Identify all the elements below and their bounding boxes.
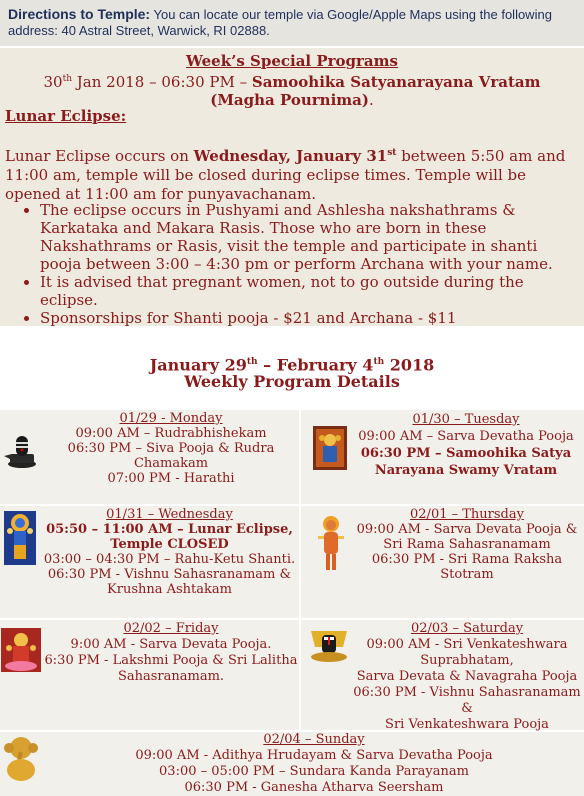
day-program-line: 6:30 PM - Lakshmi Pooja & Sri Lalitha Sahasranamam. xyxy=(44,653,298,684)
special-title: Week’s Special Programs xyxy=(186,52,398,70)
vishnu-icon xyxy=(4,511,36,565)
lunar-bullets xyxy=(0,201,570,327)
lunar-bullet: • Sponsorships for Shanti pooja - $21 and Archana - $11 xyxy=(40,309,570,327)
lunar-bullet: • The eclipse occurs in Pushyami and Ashlesha nakshathrams & Karkataka and Makara Rasis. Those who are born in these Nakshathrams or Rasis, visit the temple and participate in shanti pooja between 3:00 – 4:30 pm or perform Archana with your name. xyxy=(40,201,570,273)
day-program-line: 09:00 AM – Sarva Devatha Pooja xyxy=(358,429,574,444)
day-program-line: 09:00 AM - Sarva Devata Pooja & Sri Rama Sahasranamam xyxy=(356,522,578,552)
day-heading: 02/04 – Sunday xyxy=(263,732,365,747)
day-sunday xyxy=(44,732,584,796)
day-tuesday xyxy=(350,411,582,479)
day-program-line: 06:30 PM - Sri Rama Raksha Stotram xyxy=(371,552,563,582)
day-program-line: Sarva Devata & Navagraha Pooja xyxy=(356,669,578,684)
day-heading: 01/31 – Wednesday xyxy=(106,507,233,522)
day-program-line: 07:00 PM - Harathi xyxy=(107,471,235,486)
day-heading: 02/01 – Thursday xyxy=(410,507,524,522)
special-program: 30th Jan 2018 – 06:30 PM – Samoohika Satyanarayana Vratam (Magha Pournima). xyxy=(43,73,541,109)
day-program-line: 03:00 – 05:00 PM – Sundara Kanda Parayanam xyxy=(159,764,469,779)
hanuman-rama-icon xyxy=(314,514,348,572)
shiva-lingam-icon xyxy=(4,430,40,470)
lunar-bullet: • It is advised that pregnant women, not to go outside during the eclipse. xyxy=(40,273,570,309)
day-program-line: 06:30 PM - Vishnu Sahasranamam & xyxy=(353,685,581,716)
day-heading: 01/30 – Tuesday xyxy=(412,412,520,427)
day-program-line: 09:00 AM - Adithya Hrudayam & Sarva Devatha Pooja xyxy=(135,748,493,763)
day-program-line: 06:30 PM - Vishnu Sahasranamam & Krushna Ashtakam xyxy=(47,567,292,597)
weekly-title: January 29th – February 4th 2018 xyxy=(149,355,435,375)
day-heading: 02/03 – Saturday xyxy=(410,621,524,636)
day-wednesday xyxy=(40,507,299,597)
day-program-line: 05:50 – 11:00 AM – Lunar Eclipse, Temple CLOSED xyxy=(46,522,293,552)
day-friday xyxy=(44,621,298,685)
day-heading: 02/02 – Friday xyxy=(123,621,219,636)
directions-body: You can locate our temple via Google/Apple Maps using the following address: 40 Astral Street, Warwick, RI 02888. xyxy=(8,7,552,38)
satyanarayana-icon xyxy=(313,426,347,470)
day-program-line: 09:00 AM - Sri Venkateshwara Suprabhatam, xyxy=(366,637,568,668)
day-thursday xyxy=(352,507,582,582)
day-program-line: 06:30 PM – Siva Pooja & Rudra Chamakam xyxy=(67,441,275,471)
ganesha-icon xyxy=(3,734,39,782)
day-program-line: 06:30 PM – Samoohika Satya Narayana Swamy Vratam xyxy=(360,446,572,478)
lakshmi-icon xyxy=(1,628,41,672)
venkateshwara-icon xyxy=(307,629,351,663)
lunar-heading: Lunar Eclipse: xyxy=(5,107,127,125)
day-program-line: Sri Venkateshwara Pooja xyxy=(385,717,549,732)
day-program-line: 09:00 AM – Rudrabhishekam xyxy=(75,426,267,441)
day-program-line: 9:00 AM - Sarva Devata Pooja. xyxy=(70,637,272,652)
day-heading: 01/29 - Monday xyxy=(119,411,223,426)
directions-label: Directions to Temple: xyxy=(8,6,151,22)
weekly-subtitle: Weekly Program Details xyxy=(184,372,400,391)
day-monday xyxy=(44,411,298,486)
day-saturday xyxy=(352,621,582,733)
day-program-line: 06:30 PM - Ganesha Atharva Seersham xyxy=(184,780,444,795)
directions-text xyxy=(8,6,578,39)
day-program-line: 03:00 – 04:30 PM – Rahu-Ketu Shanti. xyxy=(43,552,296,567)
lunar-paragraph: Lunar Eclipse occurs on Wednesday, January 31st between 5:50 am and 11:00 am, temple will be closed during eclipse times. Temple will be opened at 11:00 am for punyavachanam. xyxy=(5,147,566,203)
